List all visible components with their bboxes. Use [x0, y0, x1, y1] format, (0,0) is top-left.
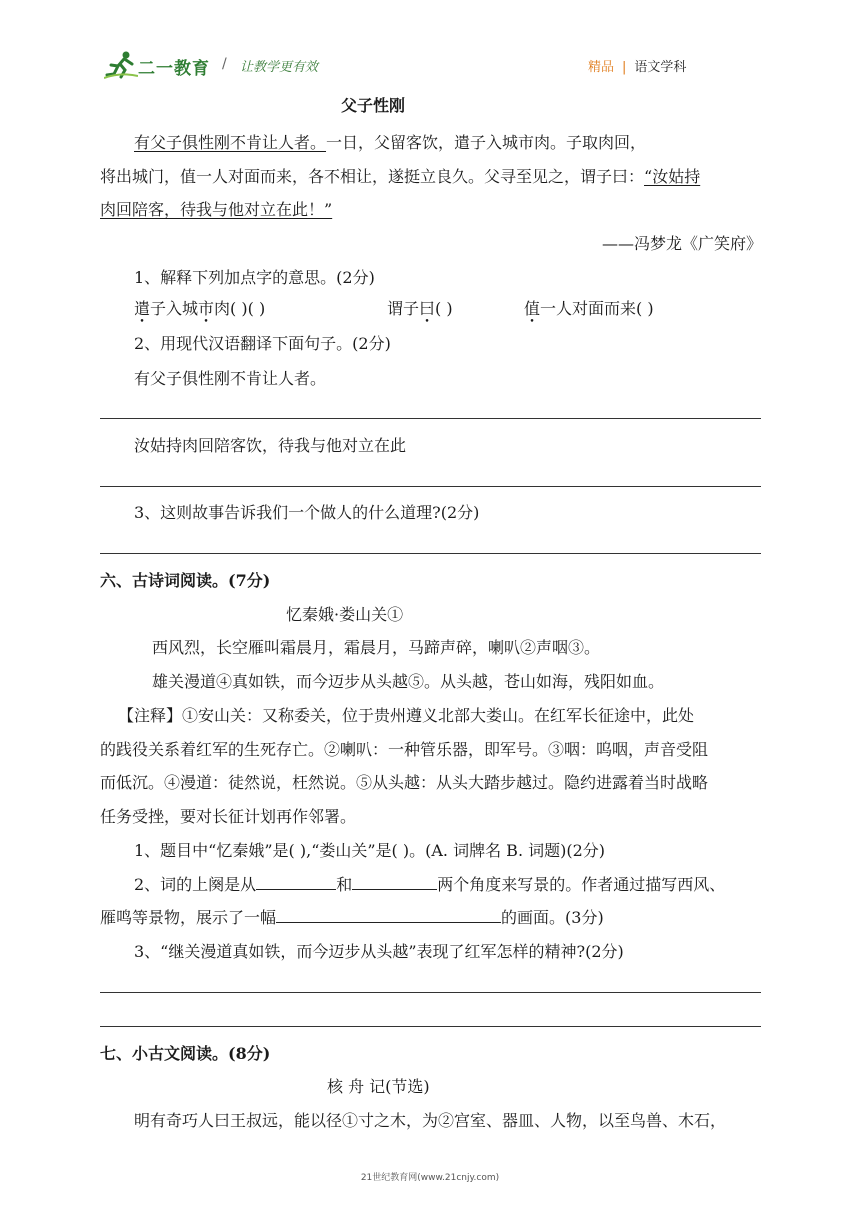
page-footer: 21世纪教育网(www.21cnjy.com): [360, 1173, 500, 1183]
note-line-1: 【注释】①安山关：又称委关，位于贵州遵义北部大娄山。在红军长征途中，此处: [118, 706, 695, 725]
header-subject: [588, 56, 686, 75]
question-2-sentence-1: 有父子俱性刚不肯让人者。: [134, 369, 327, 388]
note-line-4: 任务受挫，要对长征计划再作邻署。: [100, 807, 357, 826]
question-2: 2、用现代汉语翻译下面句子。(2分): [134, 334, 391, 353]
section-7-heading: 七、小古文阅读。(8分): [100, 1044, 271, 1063]
brand-name: 二一教育: [138, 59, 210, 79]
passage-line-1: [134, 133, 646, 153]
fill-blank[interactable]: [352, 875, 437, 890]
brand-slogan: 让教学更有效: [240, 60, 319, 75]
item-text: 肉( )( ): [214, 299, 266, 318]
passage-source: ——冯梦龙《广笑府》: [602, 234, 763, 253]
question-2-sentence-2: 汝姑持肉回陪客饮，待我与他对立在此: [134, 436, 407, 455]
passage-title: 父子性刚: [341, 96, 406, 115]
question-text: 和: [336, 875, 353, 894]
answer-line[interactable]: [100, 992, 761, 993]
answer-line[interactable]: [100, 486, 761, 487]
fill-blank[interactable]: [256, 875, 336, 890]
prose-line-1: 明有奇巧人曰王叔远，能以径①寸之木，为②宫室、器皿、人物，以至鸟兽、木石，: [134, 1111, 727, 1130]
answer-line[interactable]: [100, 553, 761, 554]
question-1: 1、解释下列加点字的意思。(2分): [134, 268, 375, 287]
answer-line[interactable]: [100, 418, 761, 419]
subject-label: 语文学科: [634, 60, 687, 75]
dotted-char: 遣: [134, 299, 151, 318]
question-6-3: 3、“继关漫道真如铁，而今迈步从头越”表现了红军怎样的精神?(2分): [134, 942, 624, 961]
answer-line[interactable]: [100, 1026, 761, 1027]
poem-line-2: 雄关漫道④真如铁，而今迈步从头越⑤。从头越，苍山如海，残阳如血。: [152, 672, 665, 691]
underlined-quote-end: 肉回陪客，待我与他对立在此！”: [100, 200, 333, 219]
runner-logo-icon: [104, 50, 138, 80]
poem-line-1: 西风烈，长空雁叫霜晨月，霜晨月，马蹄声碎，喇叭②声咽③。: [152, 638, 601, 657]
divider: |: [622, 60, 627, 75]
question-6-1: 1、题目中“忆秦娥”是( ),“娄山关”是( )。(A. 词牌名 B. 词题)(2分): [134, 841, 606, 860]
item-text: 一人对面而来( ): [540, 299, 654, 318]
question-text: 的画面。(3分): [501, 908, 604, 927]
item-text: ( ): [435, 299, 453, 318]
question-text: 两个角度来写景的。作者通过描写西风、: [437, 875, 726, 894]
question-1-item-a: [134, 299, 265, 319]
dotted-char: 值: [524, 299, 541, 318]
item-text: 子入城: [150, 299, 199, 318]
section-6-heading: 六、古诗词阅读。(7分): [100, 571, 271, 590]
fill-blank[interactable]: [276, 908, 501, 923]
poem-title: 忆秦娥·娄山关①: [286, 605, 404, 624]
question-3: 3、这则故事告诉我们一个做人的什么道理?(2分): [134, 503, 480, 522]
underlined-quote: “汝姑持: [644, 167, 701, 186]
quality-label: 精品: [588, 60, 615, 75]
passage-text: 将出城门，值一人对面而来，各不相让，遂挺立良久。父寻至见之，谓子曰：: [100, 167, 645, 186]
prose-title: 核 舟 记(节选): [327, 1077, 430, 1096]
item-text: 谓子: [387, 299, 420, 318]
note-line-2: 的践役关系着红军的生死存亡。②喇叭：一种管乐器，即军号。③咽：呜咽，声音受阻: [100, 740, 709, 759]
passage-text: 一日，父留客饮，遣子入城市肉。子取肉回，: [326, 133, 647, 152]
question-text: 雁鸣等景物，展示了一幅: [100, 908, 277, 927]
question-text: 2、词的上阕是从: [134, 875, 257, 894]
question-1-item-b: [387, 299, 453, 319]
passage-line-3: [100, 200, 332, 220]
passage-line-2: [100, 167, 700, 187]
question-6-2-cont: [100, 908, 604, 928]
underlined-sentence: 有父子俱性刚不肯让人者。: [134, 133, 327, 152]
brand-logo: [104, 50, 344, 84]
brand-separator: /: [222, 56, 227, 72]
dotted-char: 曰: [419, 299, 436, 318]
question-6-2: [134, 875, 725, 895]
dotted-char: 市: [198, 299, 215, 318]
question-1-item-c: [524, 299, 654, 319]
note-line-3: 而低沉。④漫道：徒然说，枉然说。⑤从头越：从头大踏步越过。隐约进露着当时战略: [100, 773, 709, 792]
